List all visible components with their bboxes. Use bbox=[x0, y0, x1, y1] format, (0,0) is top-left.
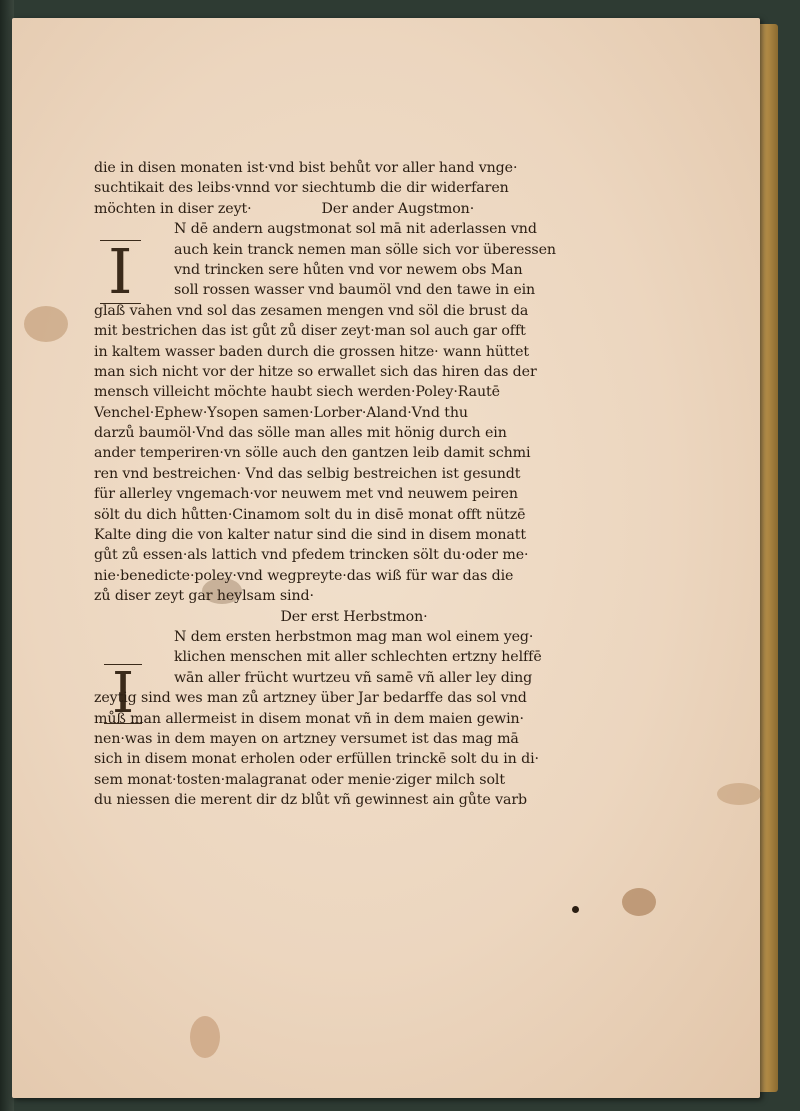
paper-stain bbox=[717, 783, 761, 805]
text-line: suchtikait des leibs·vnnd vor siechtumb die dir widerfaren bbox=[94, 180, 509, 197]
text-line: zů diser zeyt gar heylsam sind· bbox=[94, 588, 314, 605]
paper-stain bbox=[622, 888, 656, 916]
section-heading-augstmon: Der ander Augstmon· bbox=[321, 200, 475, 217]
text-line: gůt zů essen·als lattich vnd pfedem trincken sölt du·oder me· bbox=[94, 547, 529, 564]
text-line: Kalte ding die von kalter natur sind die sind in disem monatt bbox=[94, 527, 526, 544]
text-line: N dem ersten herbstmon mag man wol einem yeg· bbox=[174, 628, 534, 645]
text-line: klichen menschen mit aller schlechten ertzny helffē bbox=[174, 649, 542, 666]
text-line: sölt du dich hůtten·Cinamom solt du in disē monat offt nützē bbox=[94, 506, 526, 523]
paper-stain bbox=[24, 306, 68, 342]
text-line bbox=[94, 199, 614, 219]
text-line: darzů baumöl·Vnd das sölle man alles mit hönig durch ein bbox=[94, 425, 507, 442]
text-line: glaß vahen vnd sol das zesamen mengen vnd söl die brust da bbox=[94, 302, 529, 319]
text-line: sich in disem monat erholen oder erfüllen trinckē solt du in di· bbox=[94, 751, 539, 768]
text-line: zeytig sind wes man zů artzney über Jar bedarffe das sol vnd bbox=[94, 690, 527, 707]
text-line: nen·was in dem mayen on artzney versumet ist das mag mā bbox=[94, 730, 519, 747]
text-line: mit bestrichen das ist gůt zů diser zeyt·man sol auch gar offt bbox=[94, 323, 526, 340]
text-line: für allerley vngemach·vor neuwem met vnd neuwem peiren bbox=[94, 486, 518, 503]
ink-dot bbox=[572, 906, 579, 913]
text-line: man sich nicht vor der hitze so erwallet sich das hiren das der bbox=[94, 363, 537, 380]
text-line: můß man allermeist in disem monat vñ in dem maien gewin· bbox=[94, 710, 524, 727]
text-line: ren vnd bestreichen· Vnd das selbig bestreichen ist gesundt bbox=[94, 465, 521, 482]
paper-stain bbox=[190, 1016, 220, 1058]
text-line-part: möchten in diser zeyt· bbox=[94, 200, 252, 217]
text-line: wān aller frücht wurtzeu vñ samē vñ aller ley ding bbox=[174, 669, 533, 686]
drop-initial-2: I bbox=[104, 664, 142, 724]
text-line: ander temperiren·vn sölle auch den gantzen leib damit schmi bbox=[94, 445, 531, 462]
text-line: nie·benedicte·poley·vnd wegpreyte·das wiß für war das die bbox=[94, 567, 514, 584]
text-line: du niessen die merent dir dz blůt vñ gewinnest ain gůte varb bbox=[94, 792, 528, 809]
text-line: mensch villeicht möchte haubt siech werden·Poley·Rautē bbox=[94, 384, 500, 401]
text-block bbox=[94, 158, 614, 811]
text-line: sem monat·tosten·malagranat oder menie·ziger milch solt bbox=[94, 771, 505, 788]
text-line: die in disen monaten ist·vnd bist behůt vor aller hand vnge· bbox=[94, 160, 518, 176]
text-line: N dē andern augstmonat sol mā nit aderlassen vnd bbox=[174, 221, 537, 238]
text-line: auch kein tranck nemen man sölle sich vor überessen bbox=[174, 241, 556, 258]
drop-initial-1: I bbox=[100, 240, 141, 304]
text-line: in kaltem wasser baden durch die grossen hitze· wann hüttet bbox=[94, 343, 530, 360]
section-heading-herbstmon: Der erst Herbstmon· bbox=[280, 608, 428, 625]
text-line: soll rossen wasser vnd baumöl vnd den tawe in ein bbox=[174, 282, 536, 299]
text-line: vnd trincken sere hůten vnd vor newem obs Man bbox=[174, 261, 523, 278]
text-line: Venchel·Ephew·Ysopen samen·Lorber·Aland·Vnd thu bbox=[94, 404, 468, 421]
